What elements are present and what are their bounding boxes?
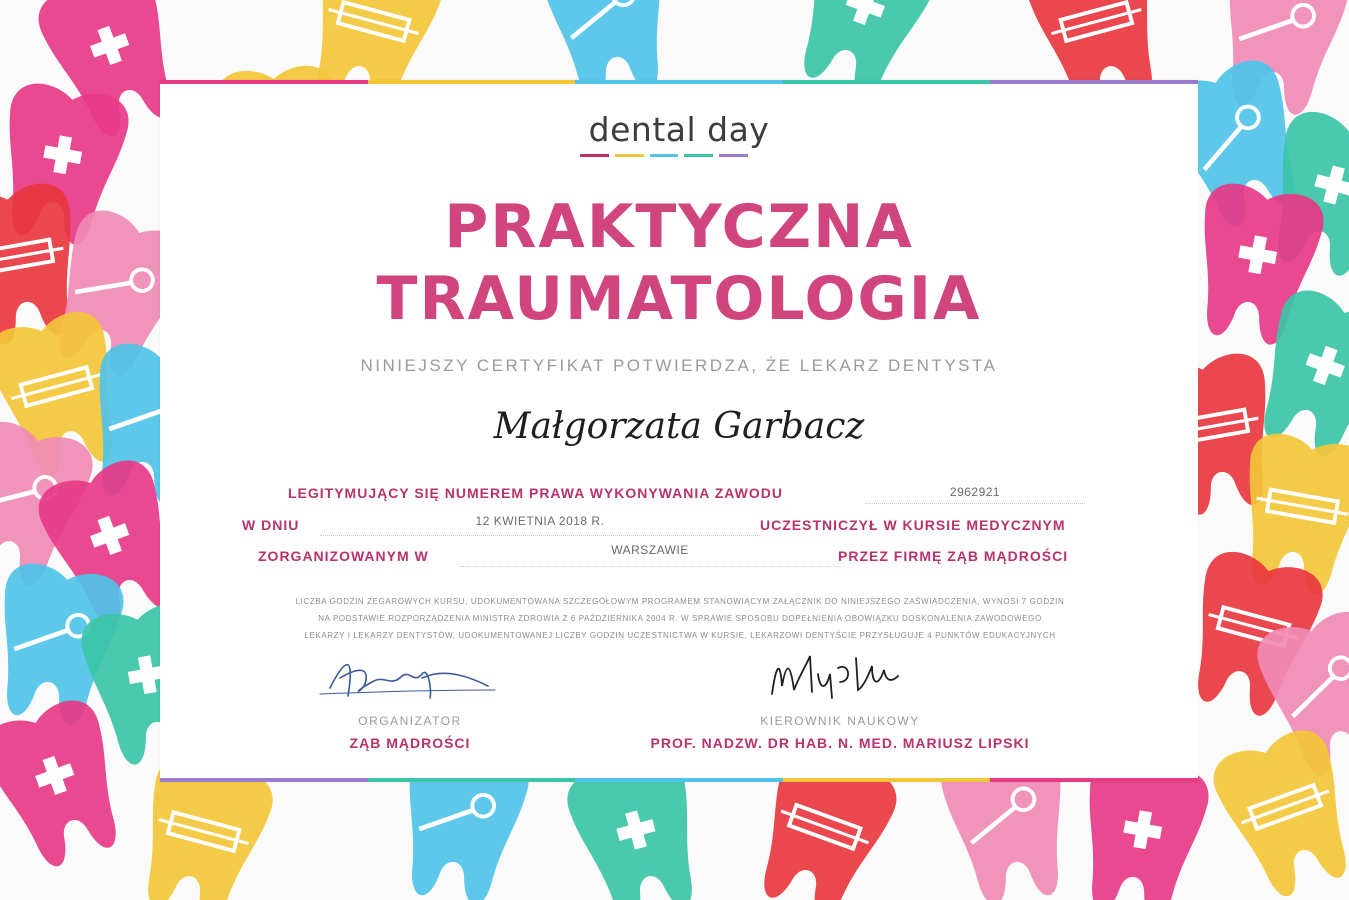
organizer-name: ZĄB MĄDROŚCI xyxy=(349,735,471,751)
bottom-color-bar xyxy=(160,778,1198,782)
certificate-card xyxy=(160,80,1198,782)
logo-stripe xyxy=(684,154,713,157)
date-line xyxy=(320,535,760,536)
city-value: WARSZAWIE xyxy=(611,543,689,557)
top-color-bar xyxy=(160,80,1198,84)
scientific-director-name: PROF. NADZW. DR HAB. N. MED. MARIUSZ LIPSKI xyxy=(650,735,1030,751)
scientific-director-signature xyxy=(760,646,920,708)
license-number-line xyxy=(865,503,1085,504)
organizer-role: ORGANIZATOR xyxy=(358,714,462,728)
logo-stripe xyxy=(580,154,609,157)
logo-stripe xyxy=(650,154,679,157)
fine-print xyxy=(230,593,1130,644)
date-label: W DNIU xyxy=(242,517,300,533)
city-line xyxy=(460,566,840,567)
license-number: 2962921 xyxy=(949,485,1001,499)
dental-day-logo: dental day xyxy=(588,110,770,149)
course-title-line2: TRAUMATOLOGIA xyxy=(376,264,982,334)
company-label: PRZEZ FIRMĘ ZĄB MĄDROŚCI xyxy=(838,548,1069,564)
participation-label: UCZESTNICZYŁ W KURSIE MEDYCZNYM xyxy=(760,517,1066,533)
logo-stripe xyxy=(615,154,644,157)
tooth-icon xyxy=(1206,723,1349,900)
fine-print-line: LEKARZY I LEKARZY DENTYSTÓW, UDOKUMENTOWANEJ LICZBY GODZIN UCZESTNICTWA W KURSIE, LEKARZOWI DENTYŚCIE PRZYSŁUGUJE 4 PUNKTÓW EDUKACYJNYCH xyxy=(304,631,1056,640)
date-value: 12 KWIETNIA 2018 R. xyxy=(475,514,605,528)
scientific-director-role: KIEROWNIK NAUKOWY xyxy=(760,714,920,728)
recipient-name: Małgorzata Garbacz xyxy=(493,406,865,447)
logo-stripes xyxy=(580,154,748,157)
course-title-line1: PRAKTYCZNA xyxy=(444,192,914,262)
certificate-subtitle: NINIEJSZY CERTYFIKAT POTWIERDZA, ŻE LEKARZ DENTYSTA xyxy=(360,356,998,375)
organizer-signature xyxy=(310,648,500,708)
fine-print-line: NA PODSTAWIE ROZPORZĄDZENIA MINISTRA ZDROWIA Z 6 PAŹDZIERNIKA 2004 R. W SPRAWIE SPOSOBU DOPEŁNIENIA OBOWIĄZKU DOSKONALENIA ZAWODOWEGO xyxy=(318,614,1042,623)
logo-stripe xyxy=(719,154,748,157)
organized-label: ZORGANIZOWANYM W xyxy=(258,548,429,564)
license-label: LEGITYMUJĄCY SIĘ NUMEREM PRAWA WYKONYWANIA ZAWODU xyxy=(288,485,783,501)
fine-print-line: LICZBA GODZIN ZEGAROWYCH KURSU, UDOKUMENTOWANA SZCZEGÓŁOWYM PROGRAMEM STANOWIĄCYM ZAŁĄCZNIK DO NINIEJSZEGO ZAŚWIADCZENIA, WYNOSI 7 GODZIN xyxy=(295,597,1065,606)
